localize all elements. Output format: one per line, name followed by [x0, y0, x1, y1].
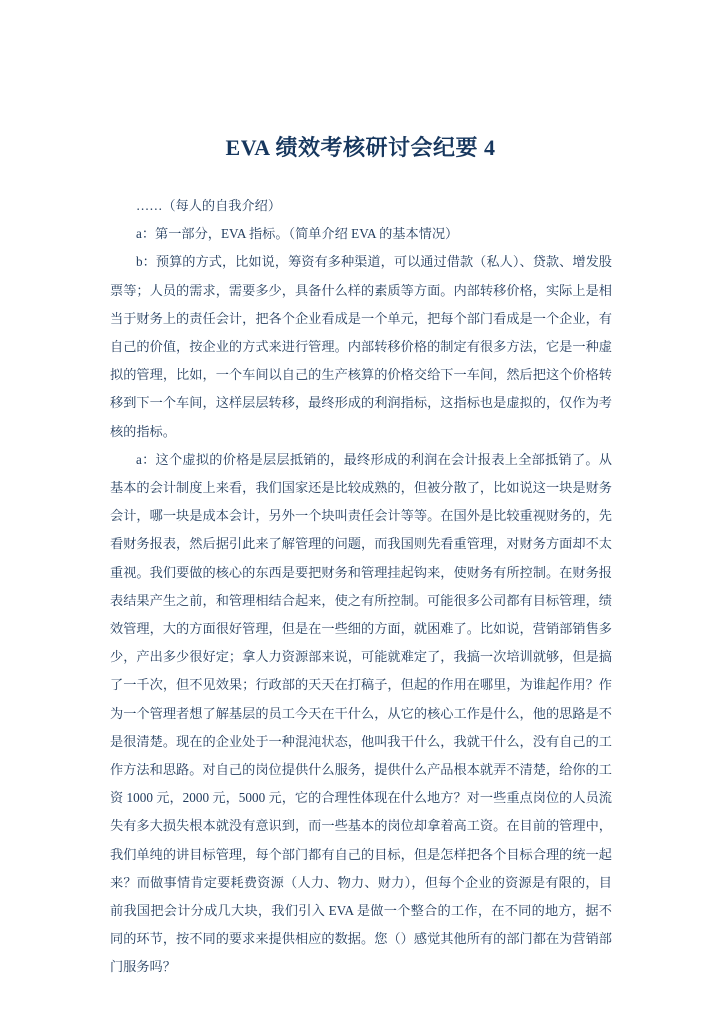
paragraph-intro: ……（每人的自我介绍） [136, 198, 282, 213]
paragraph-a-virtual-price: a：这个虚拟的价格是层层抵销的，最终形成的利润在会计报表上全部抵销了。从基本的会计制度上来看，我们国家还是比较成熟的，但被分散了，比如说这一块是财务会计，哪一块是成本会计，另外一个块叫责任会计等等。在国外是比较重视财务的，先看财务报表，然后据引此来了解管理的问题，而我国则先看重管理，对财务方面却不太重视。我们要做的核心的东西是要把财务和管理挂起钩来，使财务有所控制。在财务报表结果产生之前，和管理相结合起来，使之有所控制。可能很多公司都有目标管理，绩效管理，大的方面很好管理，但是在一些细的方面，就困难了。比如说，营销部销售多少，产出多少很好定；拿人力资源部来说，可能就难定了，我搞一次培训就够，但是搞了一千次，但不见效果；行政部的天天在打稿子，但起的作用在哪里，为谁起作用？作为一个管理者想了解基层的员工今天在干什么，从它的核心工作是什么，他的思路是不是很清楚。现在的企业处于一种混沌状态，他叫我干什么，我就干什么，没有自己的工作方法和思路。对自己的岗位提供什么服务，提供什么产品根本就弄不清楚，给你的工资 1000 元，2000 元，5000 元，它的合理性体现在什么地方？对一些重点岗位的人员流失有多大损失根本就没有意识到，而一些基本的岗位却拿着高工资。在目前的管理中，我们单纯的讲目标管理，每个部门都有自己的目标，但是怎样把各个目标合理的统一起来？而做事情肯定要耗费资源（人力、物力、财力），但每个企业的资源是有限的，目前我国把会计分成几大块，我们引入 EVA 是做一个整合的工作，在不同的地方，据不同的环节，按不同的要求来提供相应的数据。您（）感觉其他所有的部门都在为营销部门服务吗？ [110, 451, 612, 975]
paragraph-a-part-one: a：第一部分，EVA 指标。（简单介绍 EVA 的基本情况） [136, 226, 459, 242]
document-body [110, 192, 612, 982]
document-title: EVA 绩效考核研讨会纪要 4 [225, 135, 496, 160]
paragraph-b-budget: b：预算的方式，比如说，筹资有多种渠道，可以通过借款（私人）、贷款、增发股票等；人员的需求，需要多少，具备什么样的素质等方面。内部转移价格，实际上是相当于财务上的责任会计，把各个企业看成是一个单元，把每个部门看成是一个企业，有自己的价值，按企业的方式来进行管理。内部转移价格的制定有很多方法，它是一种虚拟的管理，比如，一个车间以自己的生产核算的价格交给下一车间，然后把这个价格转移到下一个车间，这样层层转移，最终形成的利润指标，这指标也是虚拟的，仅作为考核的指标。 [110, 254, 612, 439]
